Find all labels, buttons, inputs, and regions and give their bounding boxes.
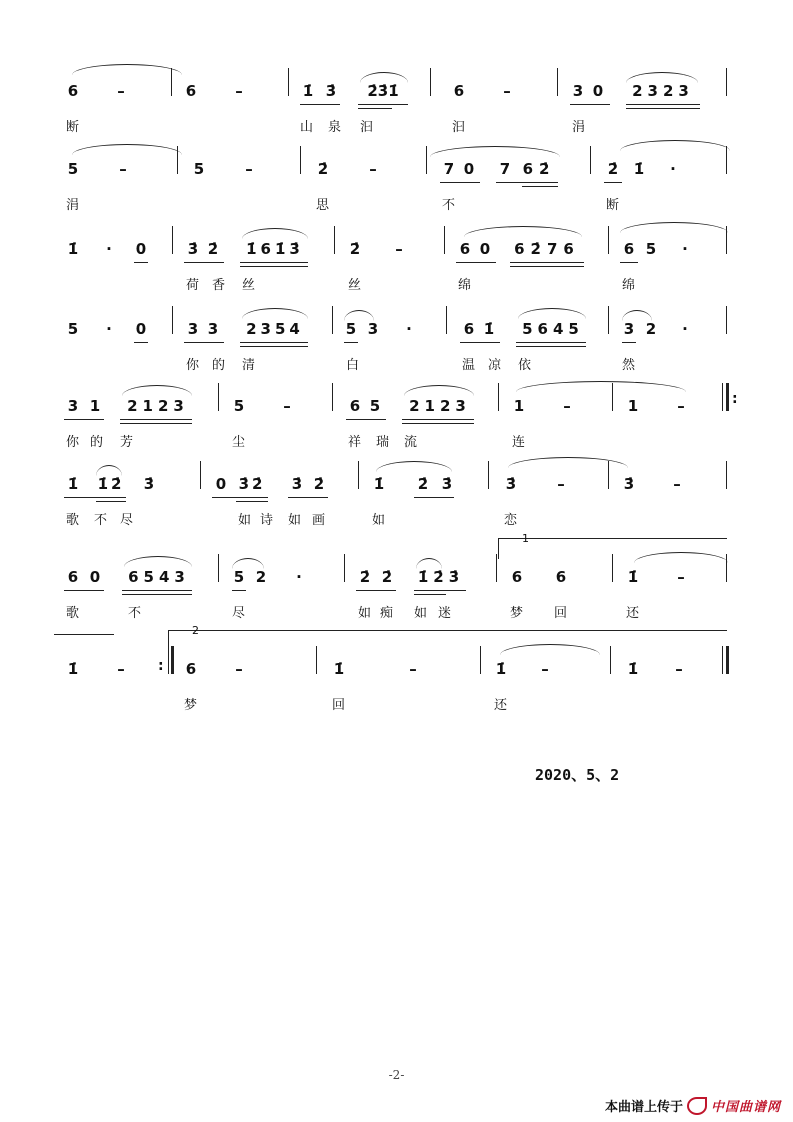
note: 1̇ — [67, 240, 79, 258]
barline — [426, 146, 427, 174]
note: 0 — [463, 160, 475, 178]
note: 3 — [367, 320, 379, 338]
underline — [460, 342, 500, 343]
note: 1̇ — [302, 82, 314, 100]
dash: – — [117, 660, 125, 678]
barline — [726, 68, 727, 96]
barline — [358, 461, 359, 489]
dot: · — [296, 568, 302, 586]
page-number: -2- — [388, 1068, 405, 1082]
volta-bracket-2 — [168, 630, 727, 651]
lyric: 你 — [66, 435, 80, 450]
lyric: 如 — [288, 513, 302, 528]
repeat-dots: : — [732, 391, 738, 407]
note: 6 — [349, 397, 361, 415]
barline — [430, 68, 431, 96]
lyric: 迷 — [438, 606, 452, 621]
score-row-1 — [60, 82, 740, 152]
dash: – — [503, 82, 511, 100]
barline — [172, 306, 173, 334]
lyric: 白 — [346, 358, 360, 373]
dash: – — [245, 160, 253, 178]
lyric: 如 — [238, 513, 252, 528]
note: 1̇ — [333, 660, 345, 678]
note: 5 — [345, 320, 357, 338]
note: 1 — [513, 397, 525, 415]
underline — [346, 419, 386, 420]
slur — [54, 634, 114, 645]
underline — [134, 342, 148, 343]
lyric: 连 — [512, 435, 526, 450]
barline — [171, 68, 172, 96]
note-group: 2323 — [632, 82, 694, 100]
underline — [516, 342, 586, 343]
dash: – — [369, 160, 377, 178]
note-group: 1̇2̇ — [97, 475, 125, 493]
note: 3 — [207, 320, 219, 338]
note: 6 — [453, 82, 465, 100]
dash: – — [395, 240, 403, 258]
lyric: 绵 — [458, 278, 472, 293]
lyric: 还 — [494, 698, 508, 713]
note: 0 — [479, 240, 491, 258]
note-group: 5645 — [522, 320, 584, 338]
lyric: 凉 — [488, 358, 502, 373]
lyric: 回 — [332, 698, 346, 713]
barline — [726, 146, 727, 174]
volta-bracket-1 — [498, 538, 727, 559]
lyric: 恋 — [504, 513, 518, 528]
note: 2 — [255, 568, 267, 586]
note: 3 — [187, 320, 199, 338]
underline — [402, 423, 474, 424]
barline — [172, 226, 173, 254]
site-logo-icon — [687, 1097, 707, 1115]
underline — [240, 342, 308, 343]
barline — [557, 68, 558, 96]
underline — [620, 262, 638, 263]
volta-number-1: 1 — [522, 532, 529, 545]
note: 7 — [443, 160, 455, 178]
lyric: 汩 — [360, 120, 374, 135]
dot: · — [682, 240, 688, 258]
underline — [212, 497, 268, 498]
note: 1̇ — [483, 320, 495, 338]
underline — [496, 182, 558, 183]
footer-uploaded-text: 本曲谱上传于 — [604, 1099, 683, 1114]
footer-credit — [605, 1096, 781, 1115]
lyric: 画 — [312, 513, 326, 528]
dash: – — [119, 160, 127, 178]
barline — [200, 461, 201, 489]
underline — [240, 266, 308, 267]
note: 1̇ — [633, 160, 645, 178]
note: 6 — [185, 660, 197, 678]
dash: – — [283, 397, 291, 415]
underline — [622, 342, 636, 343]
note: 0 — [592, 82, 604, 100]
underline — [510, 266, 584, 267]
lyric: 尽 — [120, 513, 134, 528]
dash: – — [235, 82, 243, 100]
lyric: 涓 — [66, 198, 80, 213]
footer-brand[interactable]: 中国曲谱网 — [710, 1099, 781, 1114]
lyric: 断 — [606, 198, 620, 213]
underline — [64, 590, 104, 591]
underline — [402, 419, 474, 420]
note: 2̇ — [349, 240, 361, 258]
lyric: 尘 — [232, 435, 246, 450]
lyric: 清 — [242, 358, 256, 373]
lyric: 山 — [300, 120, 314, 135]
note: 5 — [233, 397, 245, 415]
lyric: 如 — [414, 606, 428, 621]
underline — [134, 262, 148, 263]
lyric: 你 — [186, 358, 200, 373]
underline — [626, 108, 700, 109]
underline — [626, 104, 700, 105]
score-row-8 — [60, 624, 740, 730]
lyric: 绵 — [622, 278, 636, 293]
lyric: 流 — [404, 435, 418, 450]
note: 3̇ — [325, 82, 337, 100]
underline — [232, 590, 246, 591]
note: 6 — [459, 240, 471, 258]
note: 0 — [215, 475, 227, 493]
barline — [334, 226, 335, 254]
lyric: 香 — [212, 278, 226, 293]
underline — [414, 497, 454, 498]
dash: – — [557, 475, 565, 493]
dash: – — [673, 475, 681, 493]
underline — [96, 501, 126, 502]
score-row-6 — [60, 475, 740, 545]
underline — [236, 501, 268, 502]
note: 2̇ — [381, 568, 393, 586]
dash: – — [235, 660, 243, 678]
note: 2̇ — [313, 475, 325, 493]
note: 2̇ — [417, 475, 429, 493]
barline — [344, 554, 345, 582]
underline — [510, 262, 584, 263]
note: 1̇ — [627, 660, 639, 678]
note: 2̇ — [607, 160, 619, 178]
lyric: 丝 — [242, 278, 256, 293]
note: 3̇ — [441, 475, 453, 493]
underline — [288, 497, 328, 498]
lyric: 丝 — [348, 278, 362, 293]
note: 6 — [511, 568, 523, 586]
barline — [726, 461, 727, 489]
lyric: 歌 — [66, 513, 80, 528]
underline — [440, 182, 480, 183]
dot: · — [106, 240, 112, 258]
barline — [722, 383, 723, 411]
barline — [726, 226, 727, 254]
underline — [300, 104, 340, 105]
note: 6 — [555, 568, 567, 586]
score-row-2 — [60, 160, 740, 230]
note: 3̇ — [143, 475, 155, 493]
note: 1̇ — [373, 475, 385, 493]
barline — [332, 306, 333, 334]
note: 3 — [67, 397, 79, 415]
underline — [570, 104, 610, 105]
underline — [120, 423, 192, 424]
note: 6 — [67, 568, 79, 586]
lyric: 然 — [622, 358, 636, 373]
lyric: 尽 — [232, 606, 246, 621]
lyric: 梦 — [184, 698, 198, 713]
lyric: 不 — [94, 513, 108, 528]
lyric: 依 — [518, 358, 532, 373]
note-group: 2123 — [127, 397, 189, 415]
lyric: 的 — [212, 358, 226, 373]
dash: – — [541, 660, 549, 678]
barline — [218, 383, 219, 411]
barline — [218, 554, 219, 582]
score-row-5 — [60, 391, 740, 467]
underline — [358, 108, 392, 109]
note: 3̇ — [291, 475, 303, 493]
barline — [726, 383, 729, 411]
lyric: 如 — [358, 606, 372, 621]
lyric: 痴 — [380, 606, 394, 621]
dash: – — [563, 397, 571, 415]
dash: – — [677, 397, 685, 415]
lyric: 不 — [442, 198, 456, 213]
underline — [240, 346, 308, 347]
note: 1 — [627, 397, 639, 415]
lyric: 梦 — [510, 606, 524, 621]
barline — [177, 146, 178, 174]
lyric: 回 — [554, 606, 568, 621]
dot: · — [106, 320, 112, 338]
note-group: 62̇76 — [514, 240, 580, 258]
note: 3̇ — [623, 475, 635, 493]
note: 3̇ — [505, 475, 517, 493]
dash: – — [409, 660, 417, 678]
note: 2 — [645, 320, 657, 338]
note: 2̇ — [207, 240, 219, 258]
note: 1 — [89, 397, 101, 415]
note: 6 — [185, 82, 197, 100]
lyric: 诗 — [260, 513, 274, 528]
lyric: 祥 — [348, 435, 362, 450]
score-row-7 — [60, 532, 740, 638]
lyric: 还 — [626, 606, 640, 621]
underline — [356, 590, 396, 591]
note-group: 2354 — [246, 320, 304, 338]
note: 2̇ — [359, 568, 371, 586]
underline — [64, 419, 104, 420]
note-group: 1̇61̇3̇ — [246, 240, 304, 258]
lyric: 如 — [372, 513, 386, 528]
note: 1̇ — [495, 660, 507, 678]
note-group: 2̇3̇1̇ — [367, 82, 399, 100]
note-group: 2123 — [409, 397, 471, 415]
barline — [300, 146, 301, 174]
note: 0 — [135, 240, 147, 258]
date: 2020、5、2 — [535, 766, 620, 784]
lyric: 荷 — [186, 278, 200, 293]
score-row-4 — [60, 320, 740, 390]
note: 7 — [499, 160, 511, 178]
barline — [498, 383, 499, 411]
dash: – — [117, 82, 125, 100]
lyric: 歌 — [66, 606, 80, 621]
barline — [608, 226, 609, 254]
note: 3 — [572, 82, 584, 100]
underline — [522, 186, 558, 187]
barline — [288, 68, 289, 96]
underline — [184, 262, 224, 263]
slur — [72, 64, 182, 75]
note: 2̇ — [317, 160, 329, 178]
barline — [608, 306, 609, 334]
underline — [358, 104, 408, 105]
note: 6 — [623, 240, 635, 258]
note: 1̇ — [627, 568, 639, 586]
note-group: 6543 — [128, 568, 190, 586]
lyric: 思 — [316, 198, 330, 213]
barline — [444, 226, 445, 254]
note: 6 — [463, 320, 475, 338]
lyric: 汩 — [452, 120, 466, 135]
underline — [456, 262, 496, 263]
dot: · — [670, 160, 676, 178]
barline — [446, 306, 447, 334]
barline — [590, 146, 591, 174]
lyric: 断 — [66, 120, 80, 135]
underline — [122, 594, 192, 595]
barline — [496, 554, 497, 582]
lyric: 涓 — [572, 120, 586, 135]
underline — [604, 182, 622, 183]
note-group: 3̇2̇ — [238, 475, 266, 493]
lyric: 瑞 — [376, 435, 390, 450]
underline — [240, 262, 308, 263]
underline — [516, 346, 586, 347]
dot: · — [406, 320, 412, 338]
note: 0 — [89, 568, 101, 586]
lyric: 不 — [128, 606, 142, 621]
underline — [122, 590, 192, 591]
note: 3̇ — [187, 240, 199, 258]
slur — [124, 556, 192, 567]
barline — [488, 461, 489, 489]
dash: – — [677, 568, 685, 586]
underline — [414, 590, 466, 591]
dot: · — [682, 320, 688, 338]
underline — [184, 342, 224, 343]
underline — [64, 497, 126, 498]
barline — [332, 383, 333, 411]
barline — [726, 306, 727, 334]
repeat-dots: : — [158, 658, 164, 674]
note: 6 — [67, 82, 79, 100]
barline — [612, 383, 613, 411]
lyric: 芳 — [120, 435, 134, 450]
note: 3 — [623, 320, 635, 338]
lyric: 温 — [462, 358, 476, 373]
note-group: 62̇ — [522, 160, 556, 178]
note: 5 — [233, 568, 245, 586]
lyric: 泉 — [328, 120, 342, 135]
underline — [414, 594, 446, 595]
note: 5 — [645, 240, 657, 258]
note-group: 1̇2̇3̇ — [417, 568, 465, 586]
note: 5 — [369, 397, 381, 415]
note: 1̇ — [67, 660, 79, 678]
note: 5 — [67, 320, 79, 338]
note: 5 — [67, 160, 79, 178]
volta-number-2: 2 — [192, 624, 199, 637]
lyric: 的 — [90, 435, 104, 450]
barline — [608, 461, 609, 489]
note: 1̇ — [67, 475, 79, 493]
note: 0 — [135, 320, 147, 338]
score-row-3 — [60, 240, 740, 310]
note: 5 — [193, 160, 205, 178]
dash: – — [675, 660, 683, 678]
underline — [344, 342, 358, 343]
underline — [120, 419, 192, 420]
